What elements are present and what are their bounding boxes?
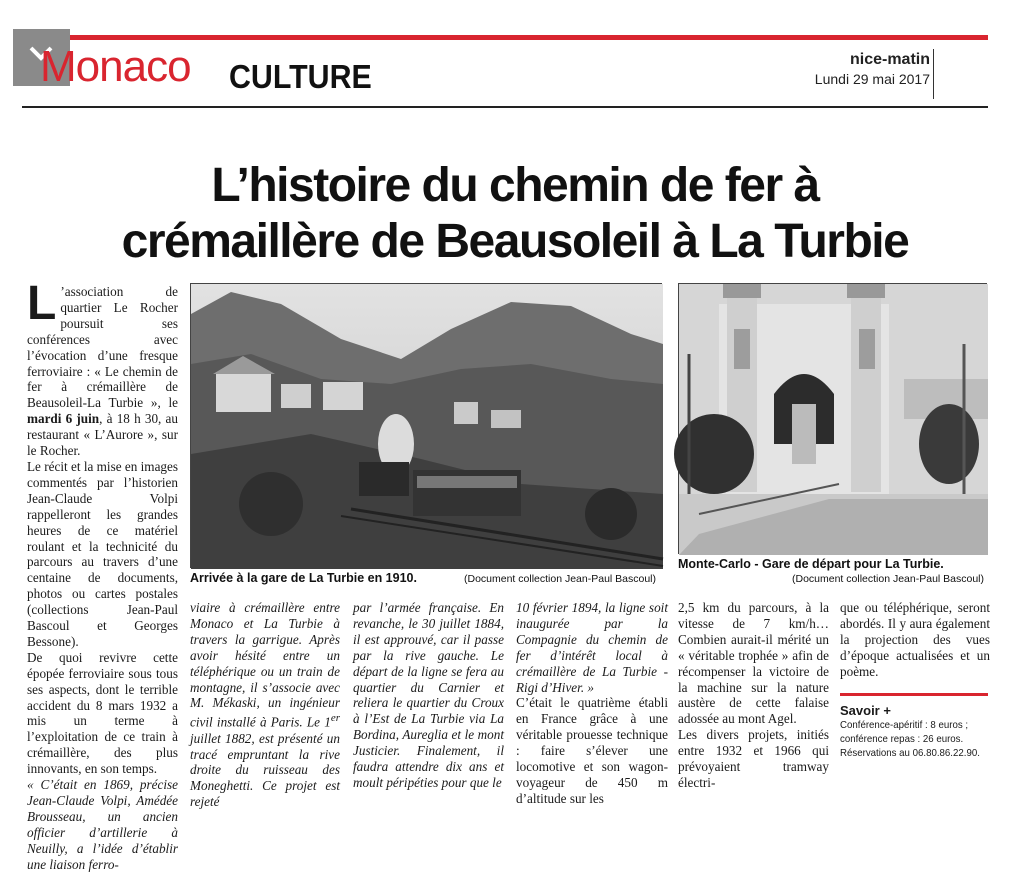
savoir-rule [840,693,988,696]
article-column-2 [190,600,340,810]
column-4-quote: 10 février 1894, la ligne soit inaugurée par la Compagnie du chemin de fer d’intérêt local à crémaillère de La Turbie - Rigi d’Hiver. » [516,600,668,695]
header-bottom-rule [22,106,988,108]
intro-text-a: ’association de quartier Le Rocher poursuit ses conférences avec l’évocation d’une fresque ferroviaire : « Le chemin de fer à crémaillère de Beausoleil-La Turbie », le [27,284,178,411]
headline-line-1: L’histoire du chemin de fer à [211,159,819,212]
savoir-reservation: Réservations au 06.80.86.22.90. [840,748,980,759]
headline-line-2: crémaillère de Beausoleil à La Turbie [121,215,909,268]
photo-2-caption: Monte-Carlo - Gare de départ pour La Turbie. [678,557,944,571]
column-2-superscript: er [330,712,340,725]
intro-paragraph-2: Le récit et la mise en images commentés par l’historien Jean-Claude Volpi rappelleront les grandes heures de ce matériel roulant et la technicité du parcours au travers d’une centaine de documents, photos ou cartes postales (collections Jean-Paul Bascoul et Georges Bessone). [27,458,178,649]
article-intro-column [27,277,179,873]
rubric-title: CULTURE [229,58,372,95]
article-column-4 [516,600,668,807]
column-5-text-b: Les divers projets, initiés entre 1932 et 1966 qui prévoyaient tramway électri- [678,727,829,790]
photo-1-credit: (Document collection Jean-Paul Bascoul) [464,573,657,585]
article-headline [20,158,1010,270]
column-4-text: C’était le quatrième établi en France grâce à une véritable prouesse technique : faire s’élever une locomotive et son wagon-voyageur de 450 m d’altitude sur les [516,695,668,806]
intro-paragraph-4: « C’était en 1869, précise Jean-Claude Volpi, Amédée Brousseau, un ancien officier d’artillerie à Neuilly, a l’idée d’établir une liaison ferro- [27,777,178,872]
savoir-prices: Conférence-apéritif : 8 euros ; conférence repas : 26 euros. [840,720,969,745]
section-title: Monaco [40,42,191,91]
intro-text-c: , à 18 h 30, au restaurant « L’Aurore », sur le Rocher. [27,411,179,459]
savoir-info [840,719,981,761]
article-column-5 [678,600,829,791]
drop-cap: L [27,277,57,330]
station-photo [678,283,987,554]
newspaper-name: nice-matin [849,51,930,68]
column-5-text-a: 2,5 km du parcours, à la vitesse de 7 km/h… Combien aurait-il mérité un « véritable trophée » afin de récompenser la victoire de la machine sur la nature austère de cette falaise adossée au mont Agel. [678,600,829,727]
column-2-text-b: juillet 1882, est présenté un tracé empruntant la rive droite du ruisseau des Moneghetti. Ce projet est rejeté [190,730,340,810]
article-column-6: que ou téléphérique, seront abordés. Il y aura également la projection des vues d’époque actualisées et un poème. [840,600,990,679]
publication-date: Lundi 29 mai 2017 [814,71,930,87]
photo-1-caption: Arrivée à la gare de La Turbie en 1910. [190,571,417,585]
column-2-text-a: viaire à crémaillère entre Monaco et La Turbie à travers la garrigue. Après avoir hésité entre un téléphérique ou un train de montagne, il s’associe avec M. Mékaski, un ingénieur civil installé à Paris. Le 1 [190,600,340,730]
train-photo [190,283,662,568]
intro-paragraph-3: De quoi revivre cette épopée ferroviaire sous tous ses aspects, dont le terrible accident du 8 mars 1932 a mis un terme à l’exploitation de ce train à crémaillère, des plus innovants, en son temps. [27,649,178,777]
photo-2-credit: (Document collection Jean-Paul Bascoul) [792,573,985,585]
article-column-3: par l’armée française. En revanche, le 30 juillet 1884, il est approuvé, car il passe par la rive gauche. Le départ de la ligne se fera au quartier du Carnier et reliera le quartier du Croux à l’Est de La Turbie via La Bordina, Aureglia et le mont Justicier. Finalement, il faudra attendre dix ans et moult péripéties pour que le [353,600,504,790]
intro-date-bold: mardi 6 juin [27,411,100,427]
header-divider [933,49,934,99]
savoir-title: Savoir + [840,703,891,718]
header-accent-bar [22,35,988,40]
